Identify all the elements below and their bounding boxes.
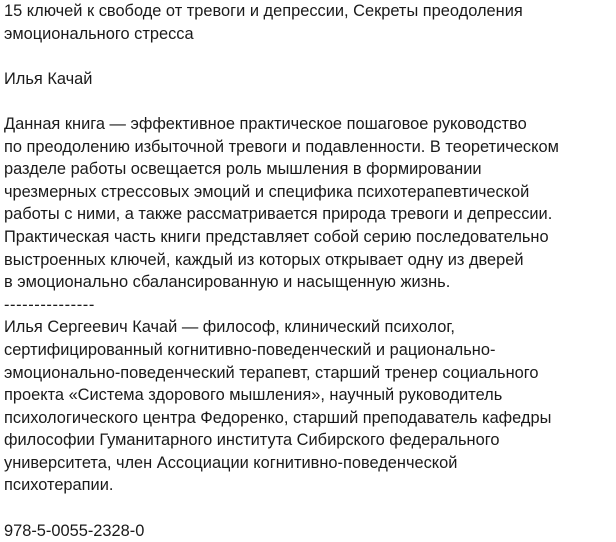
bio-line: университета, член Ассоциации когнитивно-поведенческой — [4, 453, 458, 472]
bio-line: проекта «Система здорового мышления», научный руководитель — [4, 386, 503, 405]
spacer — [4, 497, 614, 520]
book-title — [4, 0, 614, 45]
author-name: Илья Качай — [4, 69, 93, 88]
spacer — [4, 90, 614, 113]
isbn: 978-5-0055-2328-0 — [4, 521, 145, 540]
description-line: работы с ними, а также рассматривается природа тревоги и депрессии. — [4, 205, 553, 224]
description-line: по преодолению избыточной тревоги и подавленности. В теоретическом — [4, 137, 559, 156]
bio-line: Илья Сергеевич Качай — философ, клинический психолог, — [4, 318, 455, 337]
bio-line: эмоционально-поведенческий терапевт, старший тренер социального — [4, 363, 539, 382]
description-line: Данная книга — эффективное практическое пошаговое руководство — [4, 114, 527, 133]
spacer — [4, 45, 614, 68]
bio-line: психотерапии. — [4, 476, 114, 495]
author-bio — [4, 316, 614, 497]
section-separator: --------------- — [4, 295, 95, 314]
book-description-document — [4, 0, 614, 542]
bio-line: философии Гуманитарного института Сибирского федерального — [4, 431, 500, 450]
description-line: Практическая часть книги представляет собой серию последовательно — [4, 227, 549, 246]
book-description — [4, 113, 614, 294]
book-title-line: 15 ключей к свободе от тревоги и депрессии, Секреты преодоления — [4, 2, 523, 20]
bio-line: психологического центра Федоренко, старший преподаватель кафедры — [4, 408, 552, 427]
book-title-line: эмоционального стресса — [4, 24, 194, 43]
description-line: выстроенных ключей, каждый из которых открывает одну из дверей — [4, 250, 524, 269]
bio-line: сертифицированный когнитивно-поведенческий и рационально- — [4, 340, 496, 359]
description-line: разделе работы освещается роль мышления в формировании — [4, 160, 482, 179]
description-line: в эмоционально сбалансированную и насыщенную жизнь. — [4, 273, 451, 292]
description-line: чрезмерных стрессовых эмоций и специфика психотерапевтической — [4, 182, 530, 201]
